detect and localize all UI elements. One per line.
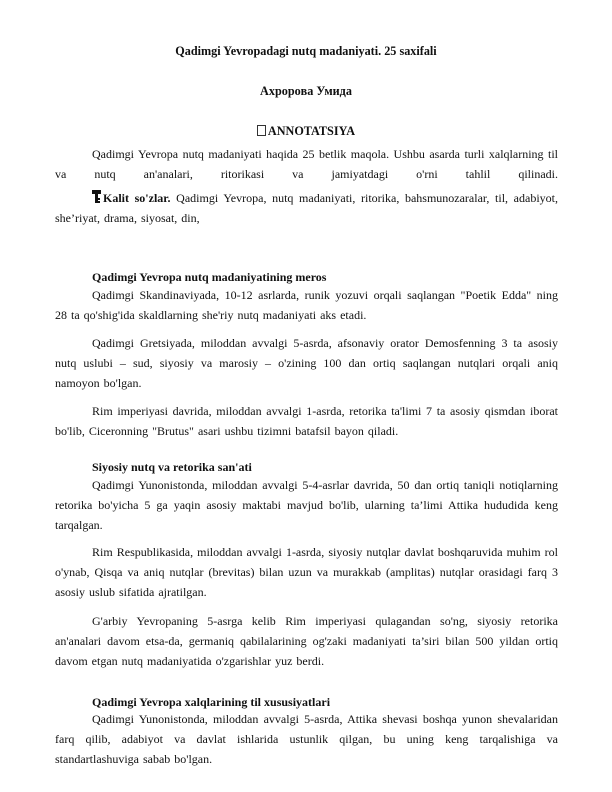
section-heading: Qadimgi Yevropa nutq madaniyatining meros <box>92 270 327 284</box>
annotation-heading-text: ANNOTATSIYA <box>267 124 356 138</box>
missing-glyph-icon <box>257 125 266 136</box>
keywords-text: Qadimgi Yevropa, nutq madaniyati, ritorika, bahsmunozaralar, til, adabiyot, she’riyat, drama, siyosat, din, <box>55 191 559 225</box>
annotation-paragraph: Qadimgi Yevropa nutq madaniyati haqida 25 betlik maqola. Ushbu asarda turli xalqlarning til va nutq an'analari, ritorikasi va jamiyatdagi o'rni tahlil qilinadi. <box>55 147 558 181</box>
section-paragraph: Qadimgi Skandinaviyada, 10-12 asrlarda, runik yozuvi orqali saqlangan "Poetik Edda" ning 28 ta qo'shig'ida skaldlarning she'riy nutq madaniyati aks etadi. <box>55 288 558 322</box>
section-paragraph: G'arbiy Yevropaning 5-asrga kelib Rim imperiyasi qulagandan so'ng, siyosiy retorika an'analari davom etsa-da, germaniq qabilalarining og'zaki madaniyati ta’siri bilan 500 yildan ortiq davom etgan nutq madaniyatida o'zgarishlar yuz berdi. <box>55 614 558 668</box>
section-paragraph: Qadimgi Gretsiyada, miloddan avvalgi 5-asrda, afsonaviy orator Demosfenning 3 ta asosiy nutq uslubi – sud, siyosiy va marosiy – o'zining 100 dan ortiq saqlangan nutqlari orqali aniq namoyon bo'lgan. <box>55 336 558 390</box>
keywords-paragraph <box>55 188 558 228</box>
section-paragraph: Qadimgi Yunonistonda, miloddan avvalgi 5-4-asrlar davrida, 50 dan ortiq taniqli notiqlarning retorika bo'yicha 5 ga yaqin asosiy maktabi mavjud bo'lib, ularning ta’limi Attika hududida keng tarqalgan. <box>55 478 558 532</box>
document-title: Qadimgi Yevropadagi nutq madaniyati. 25 saxifali <box>175 44 437 58</box>
section-heading: Qadimgi Yevropa xalqlarining til xususiyatlari <box>92 695 331 709</box>
section-paragraph: Qadimgi Yunonistonda, miloddan avvalgi 5-asrda, Attika shevasi boshqa yunon shevalaridan farq qilib, adabiyot va davlat ishlarida ustunlik qilgan, bu uning keng tarqalishiga va standartlashuviga sabab bo'lgan. <box>55 712 558 766</box>
section-paragraph: Rim Respublikasida, miloddan avvalgi 1-asrda, siyosiy nutqlar davlat boshqaruvida muhim rol o'ynab, Qisqa va aniq nutqlar (brevitas) bilan uzun va murakkab (amplitas) nutqlar orasidagi farq 3 asosiy uslub sifatida ajratilgan. <box>55 545 558 599</box>
keywords-label: Kalit so'zlar. <box>103 191 171 205</box>
section-heading: Siyosiy nutq va retorika san'ati <box>92 460 252 474</box>
annotation-heading <box>0 124 612 139</box>
author-name: Axpopoвa Умида <box>260 84 352 98</box>
key-icon <box>92 190 101 204</box>
section-paragraph: Rim imperiyasi davrida, miloddan avvalgi 1-asrda, retorika ta'limi 7 ta asosiy qismdan iborat bo'lib, Ciceronning "Brutus" asari ushbu tizimni batafsil bayon qiladi. <box>55 404 558 438</box>
